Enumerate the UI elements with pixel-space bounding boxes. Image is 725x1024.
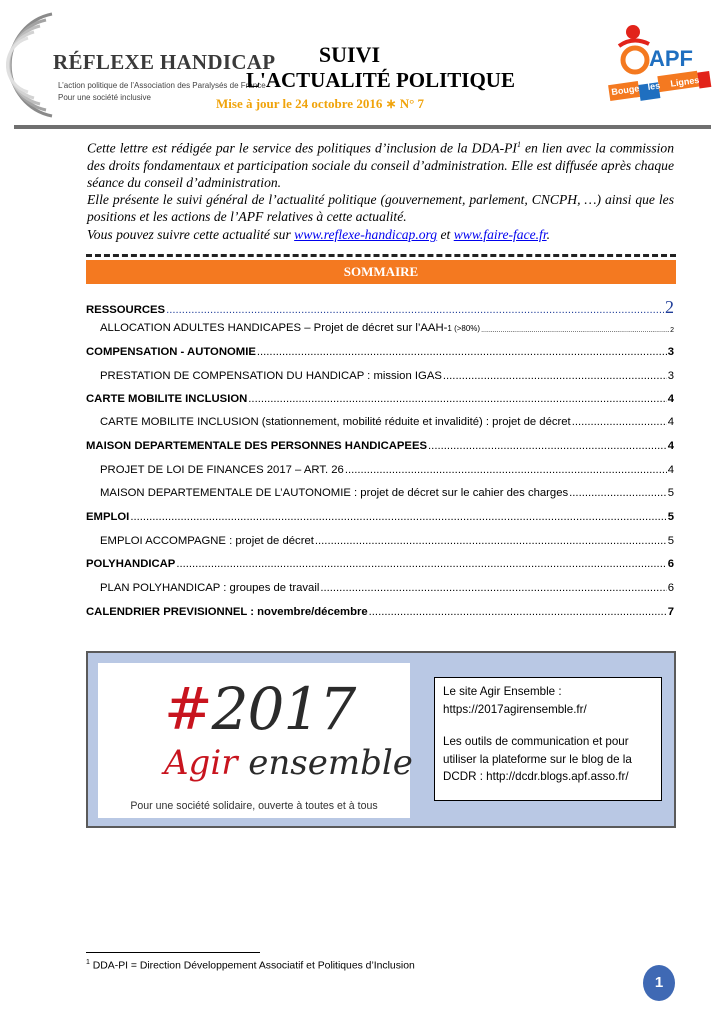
logo-title: RÉFLEXE HANDICAP: [53, 50, 276, 74]
toc-entry-emploi[interactable]: EMPLOI ..... 5: [86, 511, 674, 523]
intro-paragraph-1: Cette lettre est rédigée par le service des politiques d’inclusion de la DDA-$PI^1$ en lien avec la commission des droits fondamentaux et participation sociale du conseil d’administration. Elle est diffusée après chaque séance du conseil d’administration.: [87, 140, 674, 190]
footnote: $^1$ DDA-PI = Direction Développement Associatif et Politiques d’Inclusion: [86, 959, 415, 972]
agir-tools-text: Les outils de communication et pour utiliser la plateforme sur le blog de la DCDR : http://dcdr.blogs.apf.asso.fr/: [443, 735, 632, 783]
agir-ensemble-banner: [98, 663, 413, 818]
page-title-line-1: SUIVI: [318, 42, 381, 67]
footnote-divider: [86, 952, 260, 953]
page-title-line-2: L'ACTUALITÉ POLITIQUE: [246, 68, 515, 92]
header-divider: [14, 125, 711, 129]
sommaire-heading: SOMMAIRE: [86, 260, 676, 284]
toc-entry-carte-mobilite-decret[interactable]: CARTE MOBILITE INCLUSION (stationnement, mobilité réduite et invalidité) : projet de décret ..... 4: [100, 416, 674, 428]
toc-entry-mda[interactable]: MAISON DEPARTEMENTALE DE L’AUTONOMIE : projet de décret sur le cahier des charges ..... 5: [100, 487, 674, 499]
agir-year: #2017: [164, 675, 356, 743]
reflexe-handicap-link[interactable]: www.reflexe-handicap.org: [294, 226, 438, 242]
toc-entry-aah[interactable]: ALLOCATION ADULTES HANDICAPES – Projet de décret sur l’AAH-1 (>80%) ..... 2: [100, 322, 674, 334]
agir-site-text: Le site Agir Ensemble : https://2017agirensemble.fr/: [443, 685, 587, 716]
intro-text: [87, 136, 674, 243]
logo-subtitle: L’action politique de l’Association des Paralysés de France: [58, 81, 266, 90]
toc-entry-emploi-accompagne[interactable]: EMPLOI ACCOMPAGNE : projet de décret ..... 5: [100, 535, 674, 547]
apf-slogan: Bouge les Lignes !: [610, 72, 714, 98]
toc-entry-mdph[interactable]: MAISON DEPARTEMENTALE DES PERSONNES HANDICAPEES ..... 4: [86, 440, 674, 452]
agir-info-panel: [434, 677, 662, 801]
svg-text:APF: APF: [649, 46, 693, 71]
faire-face-link[interactable]: www.faire-face.fr: [453, 226, 547, 242]
agir-script-title: Agir ensemble: [164, 743, 413, 783]
toc-entry-calendrier[interactable]: CALENDRIER PREVISIONNEL : novembre/décembre ..... 7: [86, 606, 674, 618]
agir-tagline: Pour une société solidaire, ouverte à toutes et à tous: [130, 800, 378, 812]
agir-ensemble-box: [86, 651, 676, 828]
intro-paragraph-3: Vous pouvez suivre cette actualité sur www.reflexe-handicap.org et www.faire-face.fr.: [87, 226, 551, 242]
footnote-ref: 1: [516, 140, 521, 149]
page-number-badge: 1: [643, 965, 675, 1001]
intro-paragraph-2: Elle présente le suivi général de l’actualité politique (gouvernement, parlement, CNCPH, …) ainsi que les positions et les actions de l’APF relatives à cette actualité.: [87, 192, 674, 225]
toc-entry-polyhandicap[interactable]: POLYHANDICAP ..... 6: [86, 558, 674, 570]
apf-logo: [605, 16, 715, 106]
toc-entry-plf-2017[interactable]: PROJET DE LOI DE FINANCES 2017 – ART. 26 ..... 4: [100, 464, 674, 476]
toc-entry-compensation[interactable]: COMPENSATION - AUTONOMIE ..... 3: [86, 346, 674, 358]
toc-entry-ressources[interactable]: RESSOURCES ..... 2: [86, 298, 674, 316]
logo-subtitle-2: Pour une société inclusive: [58, 93, 151, 102]
toc-entry-pch[interactable]: PRESTATION DE COMPENSATION DU HANDICAP : mission IGAS ..... 3: [100, 370, 674, 382]
toc-entry-plan-polyhandicap[interactable]: PLAN POLYHANDICAP : groupes de travail ..... 6: [100, 582, 674, 594]
sommaire-dashed-divider: [86, 254, 676, 259]
update-line: Mise à jour le 24 octobre 2016 ∗ N° 7: [216, 96, 425, 111]
toc-entry-carte-mobilite[interactable]: CARTE MOBILITE INCLUSION ..... 4: [86, 393, 674, 405]
